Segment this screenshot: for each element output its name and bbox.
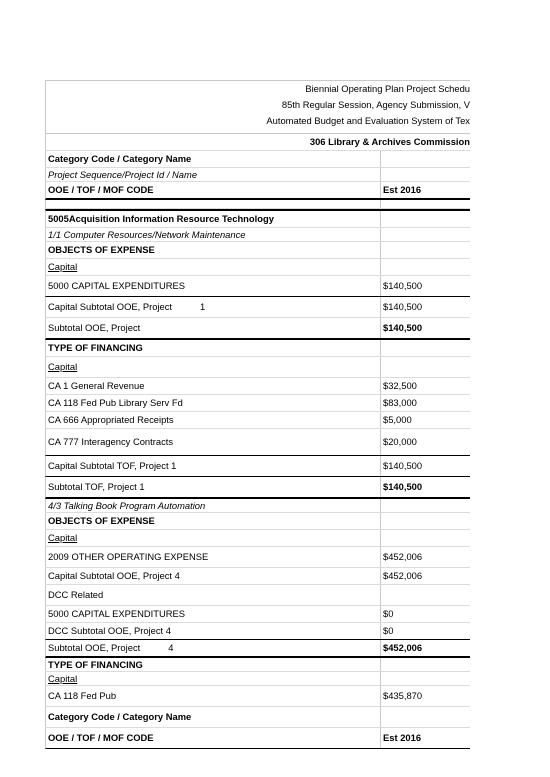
report-title: Biennial Operating Plan Project Schedu xyxy=(45,81,470,97)
agency-name: 306 Library & Archives Commission xyxy=(45,134,470,151)
spacer-row xyxy=(45,200,470,209)
spreadsheet-page xyxy=(45,80,470,749)
category-row: 5005Acquisition Information Resource Technology xyxy=(45,209,470,228)
subtotal-row: Subtotal TOF, Project 1 $140,500 xyxy=(45,477,470,499)
table-row: Capital Subtotal OOE, Project 4 $452,006 xyxy=(45,568,470,585)
report-system: Automated Budget and Evaluation System of Tex xyxy=(45,113,470,129)
table-row: CA 118 Fed Pub $435,870 xyxy=(45,686,470,707)
column-header-project: Project Sequence/Project Id / Name xyxy=(45,168,470,182)
est-2016-header: Est 2016 xyxy=(383,184,422,195)
subtotal-row: Subtotal OOE, Project $140,500 xyxy=(45,318,470,340)
table-row: CA 666 Appropriated Receipts $5,000 xyxy=(45,412,470,429)
report-header xyxy=(45,80,470,151)
capital-label: Capital xyxy=(45,259,470,276)
table-row: 5000 CAPITAL EXPENDITURES $0 xyxy=(45,606,470,623)
column-header-ooe: OOE / TOF / MOF CODE Est 2016 xyxy=(45,182,470,200)
tof-heading: TYPE OF FINANCING xyxy=(45,658,470,672)
tof-heading: TYPE OF FINANCING xyxy=(45,340,470,357)
column-header-category: Category Code / Category Name xyxy=(45,151,470,168)
table-row: DCC Subtotal OOE, Project 4 $0 xyxy=(45,623,470,640)
project-row: 4/3 Talking Book Program Automation xyxy=(45,499,470,513)
dcc-label: DCC Related xyxy=(45,585,470,606)
table-row: 2009 OTHER OPERATING EXPENSE $452,006 xyxy=(45,547,470,568)
ooe-heading: OBJECTS OF EXPENSE xyxy=(45,242,470,259)
report-session: 85th Regular Session, Agency Submission, V xyxy=(45,97,470,113)
table-row: CA 777 Interagency Contracts $20,000 xyxy=(45,429,470,456)
project-row: 1/1 Computer Resources/Network Maintenance xyxy=(45,228,470,242)
table-row: Capital Subtotal OOE, Project 1 $140,500 xyxy=(45,297,470,318)
ooe-heading: OBJECTS OF EXPENSE xyxy=(45,513,470,530)
table-row: CA 1 General Revenue $32,500 xyxy=(45,378,470,395)
table-row: CA 118 Fed Pub Library Serv Fd $83,000 xyxy=(45,395,470,412)
capital-label: Capital xyxy=(45,357,470,378)
repeated-column-header-category: Category Code / Category Name xyxy=(45,707,470,728)
repeated-column-header-ooe: OOE / TOF / MOF CODE Est 2016 xyxy=(45,728,470,749)
subtotal-row: Subtotal OOE, Project 4 $452,006 xyxy=(45,640,470,658)
table-row: 5000 CAPITAL EXPENDITURES $140,500 xyxy=(45,276,470,297)
capital-label: Capital xyxy=(45,530,470,547)
table-row: Capital Subtotal TOF, Project 1 $140,500 xyxy=(45,456,470,477)
capital-label: Capital xyxy=(45,672,470,686)
